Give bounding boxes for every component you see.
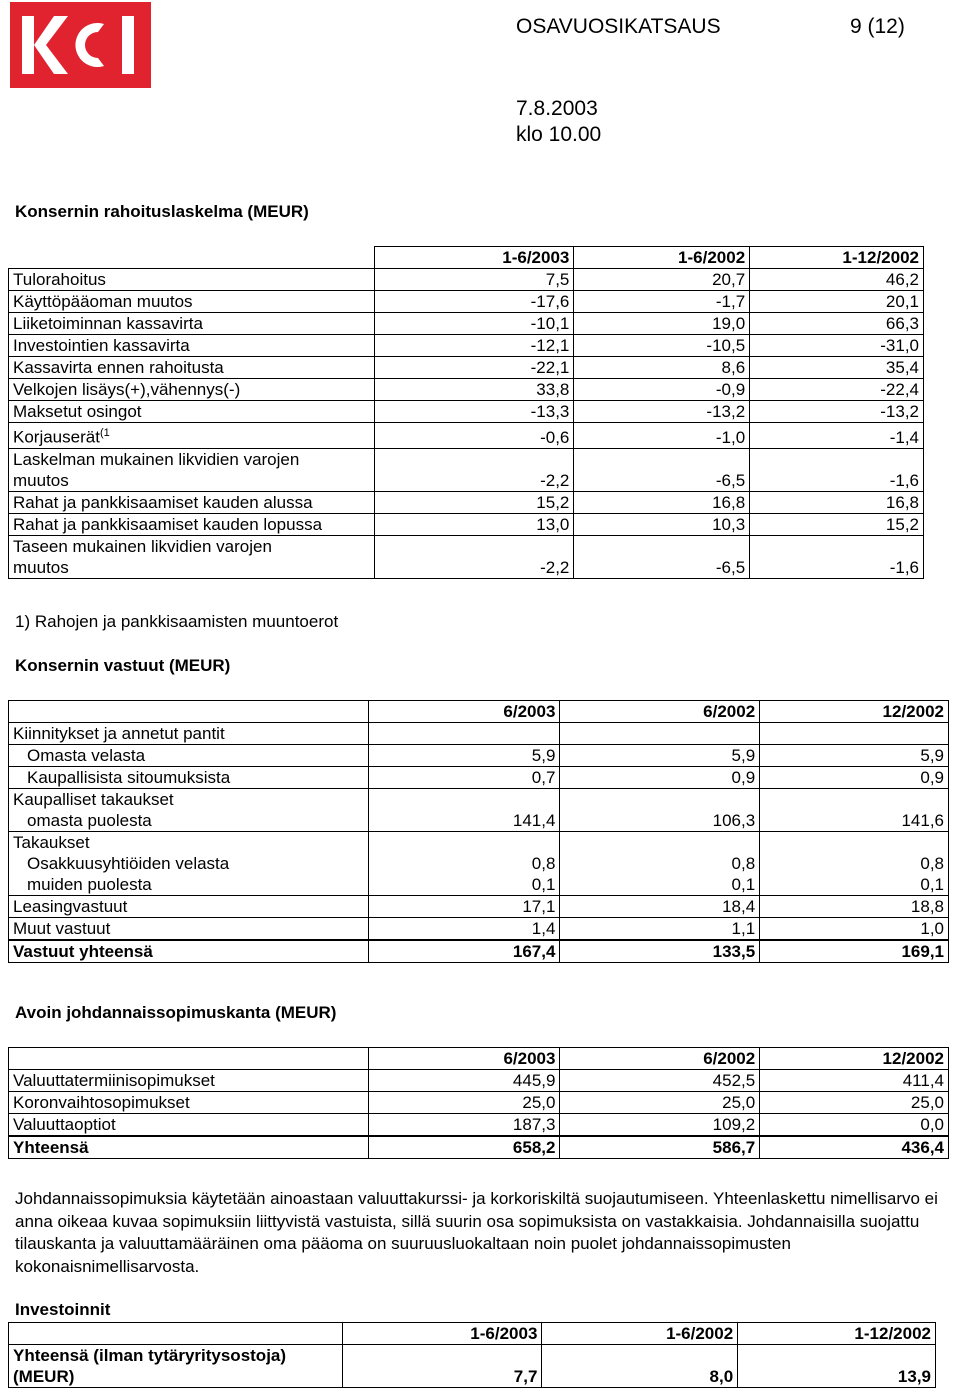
cell-value: -10,5 bbox=[574, 335, 750, 357]
column-header: 6/2002 bbox=[560, 701, 760, 723]
cell-value: -1,6 bbox=[750, 448, 924, 491]
row-label-text: Rahat ja pankkisaamiset kauden lopussa bbox=[13, 514, 323, 534]
company-logo bbox=[10, 2, 151, 88]
table-row bbox=[9, 491, 924, 513]
cell-value: 19,0 bbox=[574, 313, 750, 335]
cell-value: 46,2 bbox=[750, 269, 924, 291]
cell-value: 106,3 bbox=[560, 789, 760, 832]
row-label bbox=[9, 335, 375, 357]
derivatives-explanation: Johdannaissopimuksia käytetään ainoastaan valuuttakurssi- ja korkoriskiltä suojautumiseen. Yhteenlaskettu nimellisarvo ei anna oikeaa kuvaa sopimuksiin liittyvistä vastuista, sillä suurin osa sopimuksista on vastakkaisia. Johdannaisilla suojattu tilauskanta ja valuuttamääräinen oma pääoma on suuruusluokaltaan noin puolet johdannaissopimusten kokonaisnimellisarvosta. bbox=[15, 1189, 938, 1276]
footnote-marker: (1 bbox=[99, 427, 110, 439]
row-label bbox=[9, 513, 375, 535]
column-header: 12/2002 bbox=[760, 1048, 949, 1070]
table-row bbox=[9, 1114, 949, 1137]
cell-value: -1,0 bbox=[574, 423, 750, 449]
table-row bbox=[9, 723, 949, 745]
header-empty bbox=[9, 701, 369, 723]
cell-value: 15,2 bbox=[374, 491, 574, 513]
table-row bbox=[9, 1092, 949, 1114]
cell-value: 109,2 bbox=[560, 1114, 760, 1137]
cell-value: -2,2 bbox=[374, 448, 574, 491]
row-label-text: Investointien kassavirta bbox=[13, 336, 190, 355]
cell-value: 1,1 bbox=[560, 918, 760, 941]
document-title: OSAVUOSIKATSAUS bbox=[516, 15, 721, 38]
cell-empty bbox=[760, 723, 949, 745]
cell-value: 411,4 bbox=[760, 1070, 949, 1092]
cell-value: 7,5 bbox=[374, 269, 574, 291]
logo-graphic bbox=[10, 2, 151, 88]
cell-value: 35,4 bbox=[750, 357, 924, 379]
cell-value: 436,4 bbox=[760, 1136, 949, 1159]
cell-value: 33,8 bbox=[374, 379, 574, 401]
investments-table bbox=[8, 1322, 936, 1388]
cell-value: 66,3 bbox=[750, 313, 924, 335]
column-header: 6/2003 bbox=[368, 1048, 560, 1070]
table-row bbox=[9, 448, 924, 491]
row-label bbox=[9, 291, 375, 313]
cashflow-footnote: 1) Rahojen ja pankkisaamisten muuntoerot bbox=[15, 612, 339, 631]
cell-value: -10,1 bbox=[374, 313, 574, 335]
cell-value: 0,7 bbox=[368, 767, 560, 789]
cell-value: 445,9 bbox=[368, 1070, 560, 1092]
header-empty bbox=[9, 247, 375, 269]
row-label: Omasta velasta bbox=[9, 745, 369, 767]
cell-empty bbox=[560, 723, 760, 745]
table-row bbox=[9, 767, 949, 789]
table-row bbox=[9, 269, 924, 291]
derivatives-table bbox=[8, 1047, 949, 1159]
row-label-text: Velkojen lisäys(+),vähennys(-) bbox=[13, 380, 241, 399]
cashflow-heading: Konsernin rahoituslaskelma (MEUR) bbox=[15, 202, 309, 221]
header-empty bbox=[9, 1323, 343, 1345]
row-label-line2: muutos bbox=[13, 557, 69, 577]
cell-value: 17,1 bbox=[368, 896, 560, 918]
cell-value: 15,2 bbox=[750, 513, 924, 535]
liabilities-table bbox=[8, 700, 949, 963]
table-header-row bbox=[9, 247, 924, 269]
row-label-line1: Kaupalliset takaukset bbox=[13, 790, 174, 809]
table-header-row bbox=[9, 1323, 936, 1345]
row-label bbox=[9, 379, 375, 401]
investments-heading: Investoinnit bbox=[15, 1300, 111, 1319]
table-row bbox=[9, 789, 949, 832]
row-label bbox=[9, 535, 375, 578]
table-row bbox=[9, 313, 924, 335]
value-line1: 0,8 bbox=[531, 854, 556, 873]
row-label bbox=[9, 401, 375, 423]
cell-value: 133,5 bbox=[560, 940, 760, 963]
cell-value: 8,0 bbox=[542, 1345, 738, 1388]
row-label-text: Maksetut osingot bbox=[13, 402, 142, 421]
cell-value: -0,6 bbox=[374, 423, 574, 449]
column-header: 1-6/2003 bbox=[374, 247, 574, 269]
value-line2: 0,1 bbox=[920, 875, 944, 894]
cell-value: 10,3 bbox=[574, 513, 750, 535]
row-label-text: Käyttöpääoman muutos bbox=[13, 292, 193, 311]
table-row bbox=[9, 745, 949, 767]
row-label bbox=[9, 423, 375, 449]
cell-value: 13,9 bbox=[738, 1345, 936, 1388]
time-text: klo 10.00 bbox=[516, 123, 602, 146]
table-row bbox=[9, 896, 949, 918]
table-row bbox=[9, 1345, 936, 1388]
cell-value: 169,1 bbox=[760, 940, 949, 963]
cell-value: -22,4 bbox=[750, 379, 924, 401]
cell-value: 5,9 bbox=[760, 745, 949, 767]
cell-value: -6,5 bbox=[574, 535, 750, 578]
value-line1: 0,8 bbox=[920, 854, 944, 873]
value-line2: 0,1 bbox=[731, 875, 756, 894]
cell-value: -17,6 bbox=[374, 291, 574, 313]
row-label-text: Korjauserät bbox=[13, 427, 100, 447]
cell-value: 18,8 bbox=[760, 896, 949, 918]
cell-value: 16,8 bbox=[750, 491, 924, 513]
cell-value: 141,6 bbox=[760, 789, 949, 832]
row-label bbox=[9, 448, 375, 491]
cell-value: -31,0 bbox=[750, 335, 924, 357]
column-header: 6/2003 bbox=[368, 701, 560, 723]
column-header: 1-6/2003 bbox=[342, 1323, 542, 1345]
cell-value: -22,1 bbox=[374, 357, 574, 379]
column-header: 1-6/2002 bbox=[574, 247, 750, 269]
row-label-line1: Taseen mukainen likvidien varojen bbox=[13, 536, 272, 556]
row-label bbox=[9, 313, 375, 335]
table-row bbox=[9, 379, 924, 401]
row-label-text: Rahat ja pankkisaamiset kauden alussa bbox=[13, 492, 313, 512]
cell-empty bbox=[368, 723, 560, 745]
table-row bbox=[9, 357, 924, 379]
row-label: Valuuttaoptiot bbox=[9, 1114, 369, 1137]
cell-value: 25,0 bbox=[760, 1092, 949, 1114]
row-label-line1: Yhteensä (ilman tytäryritysostoja) bbox=[13, 1346, 287, 1365]
cell-value bbox=[760, 832, 949, 896]
total-row bbox=[9, 1136, 949, 1159]
cell-value: -6,5 bbox=[574, 448, 750, 491]
column-header: 1-12/2002 bbox=[738, 1323, 936, 1345]
row-label-line2: omasta puolesta bbox=[27, 811, 152, 830]
row-label-line3: muiden puolesta bbox=[27, 875, 152, 894]
cell-value: 0,9 bbox=[560, 767, 760, 789]
row-label-line1: Laskelman mukainen likvidien varojen bbox=[13, 449, 300, 469]
row-label: Koronvaihtosopimukset bbox=[9, 1092, 369, 1114]
table-header-row bbox=[9, 1048, 949, 1070]
row-label-line1: Takaukset bbox=[13, 833, 90, 852]
total-row bbox=[9, 940, 949, 963]
cell-value: 0,0 bbox=[760, 1114, 949, 1137]
cell-value: -12,1 bbox=[374, 335, 574, 357]
row-label-text: Liiketoiminnan kassavirta bbox=[13, 314, 203, 333]
cell-value: 18,4 bbox=[560, 896, 760, 918]
cell-value: 25,0 bbox=[560, 1092, 760, 1114]
table-header-row bbox=[9, 701, 949, 723]
row-label bbox=[9, 832, 369, 896]
cell-value: 141,4 bbox=[368, 789, 560, 832]
table-row bbox=[9, 535, 924, 578]
table-row bbox=[9, 513, 924, 535]
row-label-line2: Osakkuusyhtiöiden velasta bbox=[27, 854, 230, 873]
derivatives-heading: Avoin johdannaissopimuskanta (MEUR) bbox=[15, 1003, 337, 1022]
page-number: 9 (12) bbox=[850, 15, 905, 38]
cell-value: 20,1 bbox=[750, 291, 924, 313]
cell-value: 25,0 bbox=[368, 1092, 560, 1114]
table-row bbox=[9, 401, 924, 423]
date-text: 7.8.2003 bbox=[516, 97, 598, 120]
cell-value: 7,7 bbox=[342, 1345, 542, 1388]
cell-value: 5,9 bbox=[560, 745, 760, 767]
table-row bbox=[9, 1070, 949, 1092]
cell-value: -1,6 bbox=[750, 535, 924, 578]
column-header: 6/2002 bbox=[560, 1048, 760, 1070]
table-row bbox=[9, 918, 949, 941]
row-label-text: Tulorahoitus bbox=[13, 270, 106, 289]
cell-value bbox=[560, 832, 760, 896]
cell-value: 167,4 bbox=[368, 940, 560, 963]
cell-value: -1,7 bbox=[574, 291, 750, 313]
cell-value: 586,7 bbox=[560, 1136, 760, 1159]
cell-value: 1,4 bbox=[368, 918, 560, 941]
cell-value: -1,4 bbox=[750, 423, 924, 449]
table-row bbox=[9, 832, 949, 896]
table-row bbox=[9, 335, 924, 357]
table-row bbox=[9, 423, 924, 449]
cell-value: 8,6 bbox=[574, 357, 750, 379]
cell-value: 187,3 bbox=[368, 1114, 560, 1137]
column-header: 12/2002 bbox=[760, 701, 949, 723]
row-label: Muut vastuut bbox=[9, 918, 369, 941]
header-empty bbox=[9, 1048, 369, 1070]
cell-value: -13,2 bbox=[750, 401, 924, 423]
cell-value: 0,9 bbox=[760, 767, 949, 789]
row-label bbox=[9, 1345, 343, 1388]
row-label: Valuuttatermiinisopimukset bbox=[9, 1070, 369, 1092]
value-line1: 0,8 bbox=[731, 854, 756, 873]
cell-value: 13,0 bbox=[374, 513, 574, 535]
cell-value: 658,2 bbox=[368, 1136, 560, 1159]
cell-value: 5,9 bbox=[368, 745, 560, 767]
row-label bbox=[9, 491, 375, 513]
liabilities-heading: Konsernin vastuut (MEUR) bbox=[15, 656, 231, 675]
row-label: Kaupallisista sitoumuksista bbox=[9, 767, 369, 789]
row-label bbox=[9, 789, 369, 832]
value-line2: 0,1 bbox=[531, 875, 556, 894]
row-label-text: Kassavirta ennen rahoitusta bbox=[13, 358, 224, 377]
cell-value: -13,3 bbox=[374, 401, 574, 423]
cell-value: 20,7 bbox=[574, 269, 750, 291]
column-header: 1-6/2002 bbox=[542, 1323, 738, 1345]
row-label bbox=[9, 357, 375, 379]
row-label bbox=[9, 269, 375, 291]
cell-value bbox=[368, 832, 560, 896]
document-date bbox=[516, 96, 601, 148]
cell-value: -13,2 bbox=[574, 401, 750, 423]
cell-value: 1,0 bbox=[760, 918, 949, 941]
cashflow-table bbox=[8, 246, 924, 579]
cell-value: -0,9 bbox=[574, 379, 750, 401]
row-label: Kiinnitykset ja annetut pantit bbox=[9, 723, 369, 745]
row-label: Yhteensä bbox=[9, 1136, 369, 1159]
row-label: Vastuut yhteensä bbox=[9, 940, 369, 963]
row-label-line2: (MEUR) bbox=[13, 1367, 75, 1386]
table-row bbox=[9, 291, 924, 313]
row-label: Leasingvastuut bbox=[9, 896, 369, 918]
column-header: 1-12/2002 bbox=[750, 247, 924, 269]
cell-value: -2,2 bbox=[374, 535, 574, 578]
row-label-line2: muutos bbox=[13, 470, 69, 490]
cell-value: 452,5 bbox=[560, 1070, 760, 1092]
cell-value: 16,8 bbox=[574, 491, 750, 513]
